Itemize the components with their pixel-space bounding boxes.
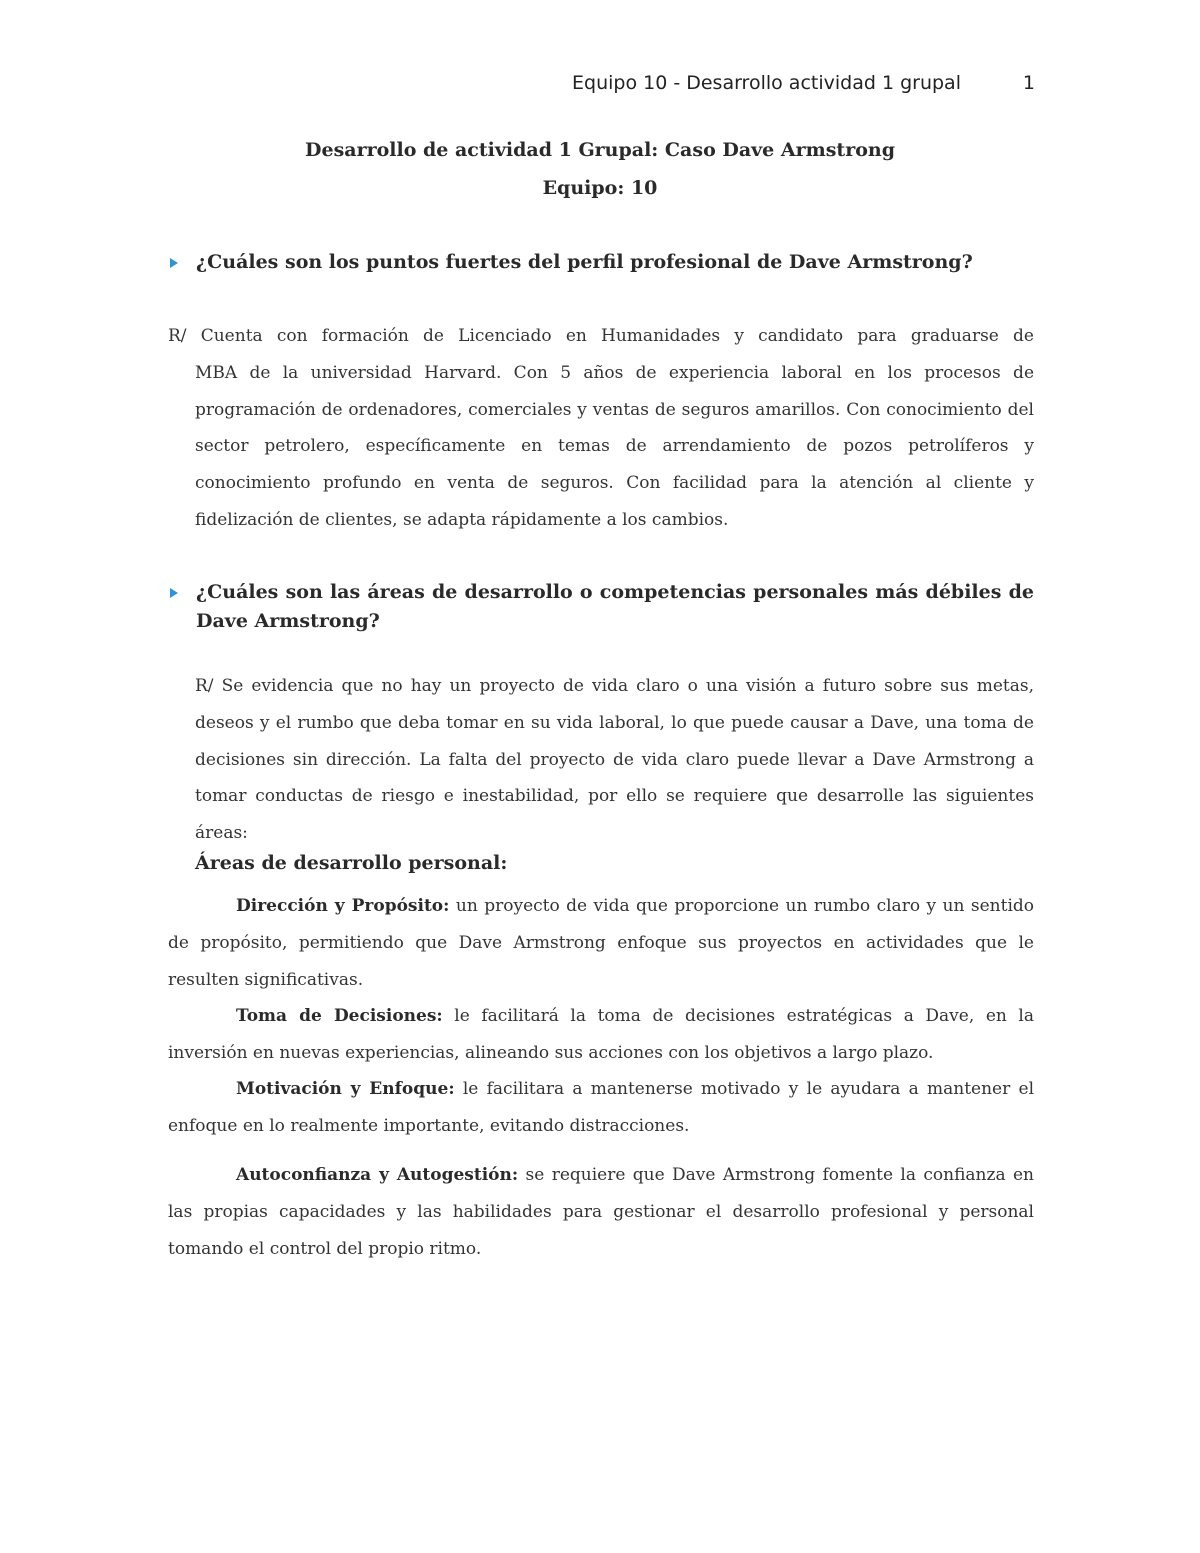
question-1 [168,248,1034,277]
page-header [560,72,1035,100]
area-item-label: Dirección y Propósito: [236,896,450,916]
area-item-label: Motivación y Enfoque: [236,1079,455,1099]
area-item [168,1157,1034,1267]
area-item [168,888,1034,998]
header-title: Equipo 10 - Desarrollo actividad 1 grupal [572,72,961,94]
area-item-text: le facilitará la toma de decisiones estratégicas a Dave, en la inversión en nuevas experiencias, alineando sus acciones con los objetivos a largo plazo. [168,1006,1034,1063]
answer-2: R/ Se evidencia que no hay un proyecto de vida claro o una visión a futuro sobre sus metas, deseos y el rumbo que deba tomar en su vida laboral, lo que puede causar a Dave, una toma de decisiones sin dirección. La falta del proyecto de vida claro puede llevar a Dave Armstrong a tomar conductas de riesgo e inestabilidad, por ello se requiere que desarrolle las siguientes áreas: [195,676,1034,844]
question-1-text: ¿Cuáles son los puntos fuertes del perfil profesional de Dave Armstrong? [196,251,973,273]
area-item [168,1071,1034,1145]
area-item-text: un proyecto de vida que proporcione un rumbo claro y un sentido de propósito, permitiendo que Dave Armstrong enfoque sus proyectos en actividades que le resulten significativas. [168,896,1034,990]
question-2 [168,578,1034,636]
team-label: Equipo: 10 [542,177,658,199]
area-item-text: se requiere que Dave Armstrong fomente la confianza en las propias capacidades y las habilidades para gestionar el desarrollo profesional y personal tomando el control del propio ritmo. [168,1165,1034,1259]
answer-1-first-line: R/ Cuenta con formación de Licenciado en Humanidades y candidato para graduarse de [168,326,1034,346]
area-item [168,998,1034,1072]
question-2-text: ¿Cuáles son las áreas de desarrollo o competencias personales más débiles de Dave Armstrong? [196,581,1034,632]
bullet-arrow-icon [170,258,178,268]
area-item-label: Toma de Decisiones: [236,1006,443,1026]
area-item-label: Autoconfianza y Autogestión: [236,1165,519,1185]
answer-1 [168,318,1034,539]
document-title: Desarrollo de actividad 1 Grupal: Caso Dave Armstrong [305,139,895,161]
page-number: 1 [1022,72,1035,94]
area-item-text: le facilitara a mantenerse motivado y le ayudara a mantener el enfoque en lo realmente importante, evitando distracciones. [168,1079,1035,1136]
areas-heading: Áreas de desarrollo personal: [195,852,508,874]
bullet-arrow-icon [170,588,178,598]
answer-1-body: MBA de la universidad Harvard. Con 5 años de experiencia laboral en los procesos de programación de ordenadores, comerciales y ventas de seguros amarillos. Con conocimiento del sector petrolero, específicamente en temas de arrendamiento de pozos petrolíferos y conocimiento profundo en venta de seguros. Con facilidad para la atención al cliente y fidelización de clientes, se adapta rápidamente a los cambios. [195,362,1034,530]
